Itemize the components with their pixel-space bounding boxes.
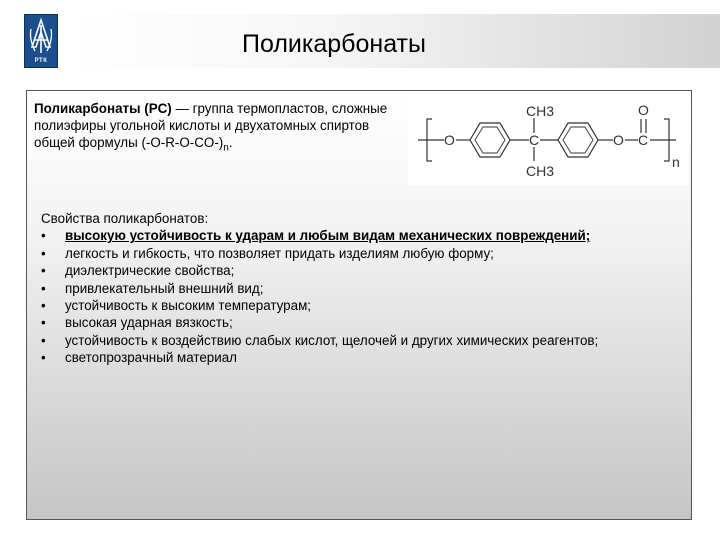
- intro-subscript: n: [223, 142, 229, 154]
- bullet: •: [41, 315, 46, 331]
- benzene-ring-1-inner: [475, 127, 505, 153]
- intro-term: Поликарбонаты (PC): [34, 101, 172, 116]
- list-item: [41, 314, 681, 331]
- logo-caption: РТК: [34, 58, 48, 64]
- bullet: •: [41, 280, 46, 296]
- carbonyl-oxygen: O: [638, 102, 649, 118]
- list-item-text: диэлектрические свойства;: [65, 263, 235, 279]
- bullet: •: [41, 263, 46, 279]
- list-item-text: светопрозрачный материал: [65, 350, 237, 366]
- carbon-center: C: [529, 132, 540, 148]
- benzene-ring-2-inner: [563, 127, 593, 153]
- bullet: •: [41, 350, 46, 366]
- benzene-ring-1: [470, 123, 510, 157]
- content-box: [26, 90, 692, 520]
- list-item: [41, 297, 681, 314]
- list-item-text: легкость и гибкость, что позволяет придать изделиям любую форму;: [65, 245, 494, 261]
- list-item-text: высокую устойчивость к ударам и любым видам механических повреждений;: [65, 228, 591, 244]
- list-item-text: высокая ударная вязкость;: [65, 315, 233, 331]
- page-title: Поликарбонаты: [242, 30, 426, 58]
- list-item: [41, 262, 681, 279]
- formula-diagram: [408, 97, 688, 185]
- intro-definition: — группа термопластов, сложные полиэфиры угольной кислоты и двухатомных спиртов общей формулы (-O-R-O-CO-): [34, 101, 388, 150]
- list-item: [41, 280, 681, 297]
- intro-end: .: [228, 135, 233, 150]
- repeat-index: n: [672, 154, 680, 170]
- bullet: •: [41, 228, 46, 244]
- bullet: •: [41, 298, 46, 314]
- properties-list: [41, 227, 681, 366]
- intro-text: [34, 100, 412, 157]
- polycarbonate-formula: [408, 97, 688, 185]
- properties-section: [41, 210, 681, 367]
- oxygen-left: O: [444, 132, 455, 148]
- crest-icon: [25, 17, 57, 57]
- list-item: [41, 349, 681, 366]
- properties-heading: Свойства поликарбонатов:: [41, 211, 209, 226]
- benzene-ring-2: [558, 123, 598, 157]
- bullet: •: [41, 332, 46, 348]
- list-item-text: устойчивость к воздействию слабых кислот, щелочей и других химических реагентов;: [65, 332, 599, 348]
- list-item-text: привлекательный внешний вид;: [65, 280, 264, 296]
- carbonyl-carbon: C: [638, 132, 649, 148]
- list-item: [41, 245, 681, 262]
- list-item: [41, 332, 681, 349]
- bullet: •: [41, 245, 46, 261]
- list-item-text: устойчивость к высоким температурам;: [65, 298, 312, 314]
- list-item: [41, 227, 681, 244]
- ch3-bottom: CH3: [526, 163, 555, 179]
- oxygen-right: O: [613, 132, 624, 148]
- ch3-top: CH3: [526, 103, 555, 119]
- company-logo: [24, 14, 58, 68]
